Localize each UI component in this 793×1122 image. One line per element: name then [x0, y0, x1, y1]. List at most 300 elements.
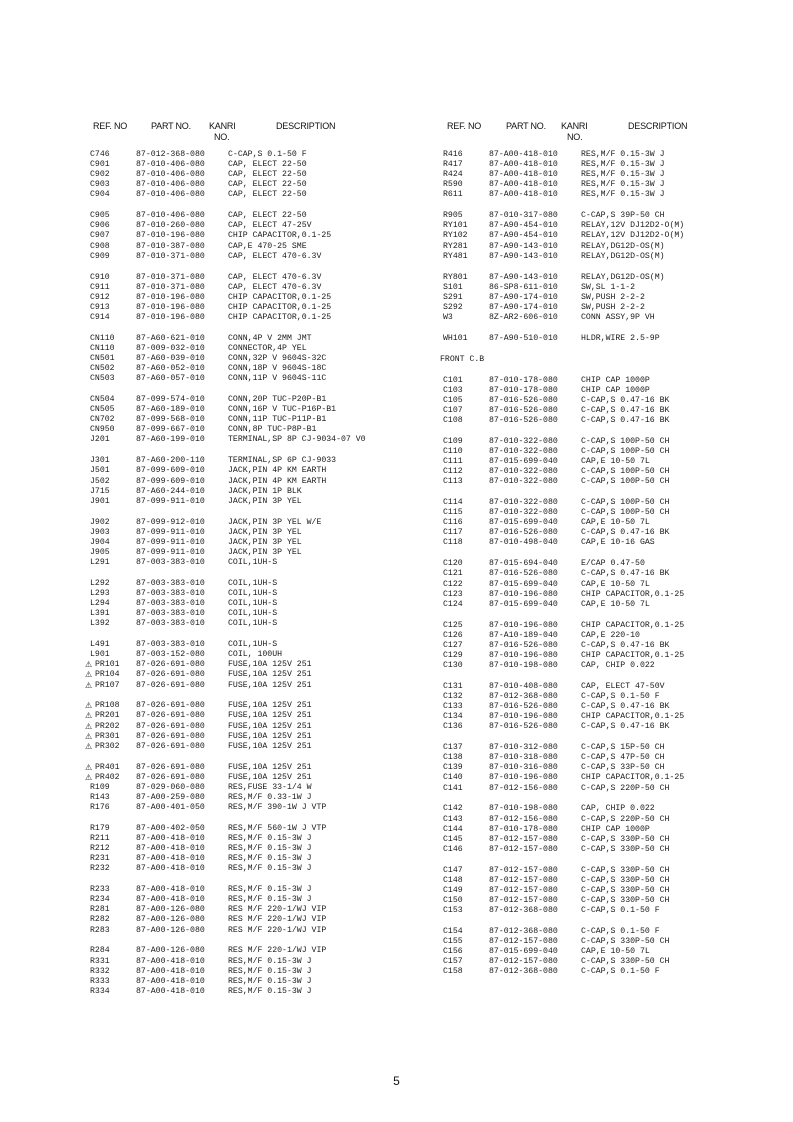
- description: RES,M/F 0.15-3W J: [228, 956, 312, 966]
- parts-group: [443, 927, 783, 977]
- description: RELAY,12V DJ12D2-O(M): [581, 231, 685, 241]
- description: C-CAP,S 0.47-16 BK: [581, 395, 670, 405]
- safety-warning-icon: ⚠: [85, 680, 93, 690]
- right-bottom-section: [443, 376, 783, 978]
- part-row: [90, 252, 430, 262]
- part-row: [90, 334, 430, 344]
- part-row: [90, 487, 430, 497]
- part-no: 87-010-322-080: [489, 436, 558, 446]
- part-no: 87-026-691-080: [136, 711, 205, 721]
- part-no: 87-A00-126-080: [136, 905, 205, 915]
- part-row: [90, 640, 430, 650]
- description: JACK,PIN 3P YEL: [228, 537, 302, 547]
- ref-no-text: C123: [443, 589, 463, 599]
- left-parts-column: [85, 150, 430, 1008]
- description: RELAY,DG12D-OS(M): [581, 272, 665, 282]
- kanri-no-header: NO.: [214, 132, 230, 142]
- part-row: [90, 854, 430, 864]
- part-row: [90, 211, 430, 221]
- part-row: [443, 190, 783, 200]
- part-row: [90, 283, 430, 293]
- ref-no: [85, 721, 136, 732]
- parts-group: [443, 621, 783, 671]
- ref-no-text: L391: [90, 609, 110, 619]
- part-no: 87-010-371-080: [136, 282, 205, 292]
- part-row: [443, 621, 783, 631]
- description: COIL,1UH-S: [228, 599, 278, 609]
- part-no: 87-010-406-080: [136, 180, 205, 190]
- ref-no: [443, 467, 489, 477]
- part-row: [85, 701, 430, 711]
- part-no: 87-010-406-080: [136, 170, 205, 180]
- part-row: [85, 731, 430, 742]
- description: C-CAP,S 39P-50 CH: [581, 211, 665, 221]
- part-no: 87-010-178-080: [489, 385, 558, 395]
- ref-no: [443, 386, 489, 396]
- description-header: DESCRIPTION: [628, 121, 688, 131]
- description: RES,M/F 390-1W J VTP: [228, 803, 327, 813]
- part-no: 87-A90-143-010: [489, 251, 558, 261]
- part-row: [443, 957, 783, 967]
- ref-no-text: L291: [90, 557, 110, 567]
- ref-no: [90, 374, 136, 384]
- parts-group: [443, 211, 783, 261]
- ref-no-text: R109: [90, 782, 110, 792]
- part-no: 87-A90-510-010: [489, 333, 558, 343]
- ref-no-text: R333: [90, 976, 110, 986]
- ref-no: [85, 660, 136, 670]
- part-row: [90, 242, 430, 252]
- part-no: 87-A00-418-010: [136, 986, 205, 996]
- ref-no-text: C912: [90, 292, 110, 302]
- part-row: [90, 967, 430, 977]
- ref-no: [443, 631, 489, 641]
- part-row: [443, 682, 783, 692]
- ref-no-text: C111: [443, 457, 463, 467]
- ref-no-text: C126: [443, 630, 463, 640]
- ref-no: [443, 722, 489, 732]
- part-no: 87-099-667-010: [136, 425, 205, 435]
- ref-no: [443, 242, 489, 252]
- part-no: 87-010-387-080: [136, 241, 205, 251]
- description: RES,M/F 0.15-3W J: [228, 844, 312, 854]
- part-no: 87-A60-244-010: [136, 486, 205, 496]
- ref-no-text: C153: [443, 906, 463, 916]
- ref-no: [443, 651, 489, 661]
- part-row: [90, 783, 430, 793]
- part-no: 87-026-691-080: [136, 660, 205, 670]
- ref-no-text: C910: [90, 272, 110, 282]
- part-row: [443, 580, 783, 590]
- ref-no: [90, 231, 136, 241]
- part-no: 87-A90-174-010: [489, 292, 558, 302]
- part-no: 87-015-699-040: [489, 947, 558, 957]
- ref-no-text: C115: [443, 508, 463, 518]
- description: RES,M/F 0.15-3W J: [228, 986, 312, 996]
- ref-no: [443, 396, 489, 406]
- part-row: [85, 741, 430, 752]
- part-no: 87-012-368-080: [489, 967, 558, 977]
- ref-no: [443, 937, 489, 947]
- ref-no: [85, 772, 136, 783]
- description: RELAY,12V DJ12D2-O(M): [581, 221, 685, 231]
- description: RES M/F 220-1/WJ VIP: [228, 925, 327, 935]
- part-row: [443, 170, 783, 180]
- description: CONN,8P TUC-P8P-B1: [228, 425, 317, 435]
- parts-group: [90, 456, 430, 506]
- description: RELAY,DG12D-OS(M): [581, 251, 665, 261]
- ref-no-text: C913: [90, 302, 110, 312]
- ref-no-text: CN110: [90, 343, 115, 353]
- part-no: 87-010-316-080: [489, 763, 558, 773]
- ref-no: [443, 692, 489, 702]
- description: CONN,20P TUC-P20P-B1: [228, 395, 327, 405]
- description: C-CAP,S 330P-50 CH: [581, 957, 670, 967]
- description: RES,M/F 0.15-3W J: [581, 170, 665, 180]
- part-row: [90, 957, 430, 967]
- ref-no-text: R416: [443, 150, 463, 159]
- description: SW,PUSH 2-2-2: [581, 302, 645, 312]
- ref-no-text: J903: [90, 527, 110, 537]
- part-no: 8Z-AR2-606-010: [489, 312, 558, 322]
- description: C-CAP,S 100P-50 CH: [581, 477, 670, 487]
- part-no: 87-A90-143-010: [489, 272, 558, 282]
- part-row: [443, 763, 783, 773]
- parts-group: [90, 946, 430, 996]
- ref-no: [443, 180, 489, 190]
- part-no: 87-010-198-080: [489, 661, 558, 671]
- part-row: [443, 876, 783, 886]
- part-no-header: PART NO.: [151, 121, 191, 131]
- part-no: 87-010-178-080: [489, 824, 558, 834]
- description: CAP, CHIP 0.022: [581, 804, 655, 814]
- part-no: 87-A00-418-010: [489, 170, 558, 180]
- parts-group: [90, 273, 430, 323]
- part-no: 87-010-322-080: [489, 477, 558, 487]
- parts-group: [85, 762, 430, 813]
- part-no: 87-003-383-010: [136, 609, 205, 619]
- ref-no: [90, 579, 136, 589]
- safety-warning-icon: ⚠: [85, 741, 93, 751]
- description: RES,M/F 0.33-1W J: [228, 792, 312, 802]
- part-no: 87-010-260-080: [136, 221, 205, 231]
- ref-no: [90, 221, 136, 231]
- ref-no-text: C905: [90, 211, 110, 221]
- part-row: [90, 548, 430, 558]
- ref-no: [90, 824, 136, 834]
- ref-no-text: C156: [443, 947, 463, 957]
- safety-warning-icon: ⚠: [85, 711, 93, 721]
- parts-group: [85, 640, 430, 690]
- ref-no: [90, 864, 136, 874]
- part-row: [90, 395, 430, 405]
- ref-no-text: R905: [443, 211, 463, 221]
- description: CHIP CAPACITOR,0.1-25: [581, 620, 685, 630]
- description: RES,M/F 0.15-3W J: [228, 834, 312, 844]
- ref-no: [90, 211, 136, 221]
- description: C-CAP,S 330P-50 CH: [581, 885, 670, 895]
- part-row: [90, 405, 430, 415]
- ref-no-text: C901: [90, 160, 110, 170]
- description: CHIP CAP 1000P: [581, 385, 650, 395]
- ref-no: [90, 395, 136, 405]
- part-row: [90, 425, 430, 435]
- part-no: 87-026-691-080: [136, 741, 205, 751]
- part-no: 87-010-196-080: [136, 231, 205, 241]
- part-no: 87-010-196-080: [489, 620, 558, 630]
- ref-no: [90, 273, 136, 283]
- safety-warning-icon: ⚠: [85, 772, 93, 782]
- ref-no-text: C154: [443, 926, 463, 936]
- ref-no: [443, 283, 489, 293]
- part-no: 87-010-322-080: [489, 467, 558, 477]
- ref-no: [443, 886, 489, 896]
- ref-no-text: RY801: [443, 272, 468, 282]
- description: CHIP CAPACITOR,0.1-25: [228, 231, 332, 241]
- right-parts-column: [440, 150, 783, 988]
- description: RES,M/F 0.15-3W J: [228, 885, 312, 895]
- part-row: [443, 722, 783, 732]
- parts-group: [85, 701, 430, 751]
- description: CAP, ELECT 470-6.3V: [228, 282, 322, 292]
- part-row: [90, 466, 430, 476]
- part-no: 87-A90-143-010: [489, 241, 558, 251]
- ref-no: [443, 866, 489, 876]
- description: RES,FUSE 33-1/4 W: [228, 782, 312, 792]
- description: C-CAP,S 330P-50 CH: [581, 844, 670, 854]
- part-row: [443, 518, 783, 528]
- ref-no: [90, 885, 136, 895]
- description: COIL,1UH-S: [228, 578, 278, 588]
- description: C-CAP,S 220P-50 CH: [581, 783, 670, 793]
- part-row: [90, 497, 430, 507]
- parts-group: [443, 743, 783, 793]
- part-row: [443, 927, 783, 937]
- part-row: [90, 915, 430, 925]
- description: JACK,PIN 3P YEL: [228, 527, 302, 537]
- description: C-CAP,S 330P-50 CH: [581, 834, 670, 844]
- description: CAP,E 10-50 7L: [581, 579, 650, 589]
- ref-no: [443, 190, 489, 200]
- ref-no-text: C902: [90, 170, 110, 180]
- part-no: 87-012-368-080: [489, 926, 558, 936]
- ref-no: [443, 876, 489, 886]
- part-row: [85, 772, 430, 783]
- part-no: 87-010-408-080: [489, 681, 558, 691]
- part-no: 87-003-152-080: [136, 650, 205, 660]
- part-no: 87-099-911-010: [136, 537, 205, 547]
- parts-group: [90, 395, 430, 445]
- ref-no: [443, 957, 489, 967]
- part-row: [90, 354, 430, 364]
- ref-no-text: PR401: [95, 762, 120, 772]
- ref-no: [443, 508, 489, 518]
- part-no: 87-A00-418-010: [136, 885, 205, 895]
- description: CONN,18P V 9604S-18C: [228, 364, 327, 374]
- ref-no-text: R281: [90, 905, 110, 915]
- ref-no: [90, 487, 136, 497]
- ref-no-text: R424: [443, 170, 463, 180]
- ref-no: [443, 967, 489, 977]
- part-row: [85, 680, 430, 691]
- description: JACK,PIN 1P BLK: [228, 486, 302, 496]
- ref-no: [85, 711, 136, 721]
- ref-no: [90, 834, 136, 844]
- part-no: 87-003-383-010: [136, 557, 205, 567]
- part-row: [90, 926, 430, 936]
- ref-no-text: R284: [90, 946, 110, 956]
- ref-no-text: C746: [90, 150, 110, 159]
- part-no: 87-A00-126-080: [136, 946, 205, 956]
- part-row: [443, 631, 783, 641]
- description: CAP,E 10-50 7L: [581, 947, 650, 957]
- description: C-CAP,S 0.47-16 BK: [581, 405, 670, 415]
- ref-no-text: R334: [90, 986, 110, 996]
- ref-no: [443, 600, 489, 610]
- ref-no: [443, 416, 489, 426]
- description: COIL,1UH-S: [228, 619, 278, 629]
- ref-no: [443, 211, 489, 221]
- description: CAP, ELECT 47-50V: [581, 681, 665, 691]
- parts-group: [443, 866, 783, 916]
- ref-no: [90, 170, 136, 180]
- ref-no-text: J904: [90, 537, 110, 547]
- description: FUSE,10A 125V 251: [228, 711, 312, 721]
- part-row: [443, 835, 783, 845]
- description: C-CAP,S 100P-50 CH: [581, 467, 670, 477]
- ref-no: [443, 804, 489, 814]
- part-row: [443, 386, 783, 396]
- ref-no: [443, 621, 489, 631]
- part-no: 87-015-694-040: [489, 559, 558, 569]
- description: FUSE,10A 125V 251: [228, 670, 312, 680]
- part-row: [443, 743, 783, 753]
- safety-warning-icon: ⚠: [85, 660, 93, 670]
- description: CONN,16P V TUC-P16P-B1: [228, 405, 337, 415]
- description: RES,M/F 560-1W J VTP: [228, 823, 327, 833]
- part-no: 87-A00-259-080: [136, 792, 205, 802]
- ref-no-text: L294: [90, 599, 110, 609]
- ref-no-text: PR107: [95, 680, 120, 690]
- ref-no: [443, 825, 489, 835]
- ref-no: [90, 803, 136, 813]
- description: C-CAP,S 0.1-50 F: [228, 150, 307, 159]
- ref-no: [90, 293, 136, 303]
- part-row: [90, 518, 430, 528]
- part-no: 87-A00-418-010: [136, 966, 205, 976]
- part-row: [90, 579, 430, 589]
- safety-warning-icon: ⚠: [85, 670, 93, 680]
- part-row: [443, 416, 783, 426]
- ref-no: [90, 334, 136, 344]
- part-no: 87-010-318-080: [489, 753, 558, 763]
- part-no: 87-010-406-080: [136, 190, 205, 200]
- description: RES M/F 220-1/WJ VIP: [228, 946, 327, 956]
- part-no: 87-016-526-080: [489, 640, 558, 650]
- ref-no: [90, 313, 136, 323]
- description: C-CAP,S 100P-50 CH: [581, 446, 670, 456]
- part-no: 87-010-371-080: [136, 251, 205, 261]
- ref-no-text: C121: [443, 569, 463, 579]
- ref-no-text: RY102: [443, 231, 468, 241]
- part-row: [90, 589, 430, 599]
- ref-no-text: S101: [443, 282, 463, 292]
- description: CAP, ELECT 470-6.3V: [228, 272, 322, 282]
- ref-no-text: C137: [443, 743, 463, 753]
- part-no: 87-099-911-010: [136, 496, 205, 506]
- ref-no: [443, 150, 489, 160]
- right-top-section: [443, 150, 783, 344]
- part-no: 87-099-911-010: [136, 527, 205, 537]
- ref-no-text: PR104: [95, 670, 120, 680]
- ref-no-text: RY481: [443, 251, 468, 261]
- ref-no-text: C149: [443, 885, 463, 895]
- part-row: [90, 150, 430, 160]
- ref-no-text: C127: [443, 640, 463, 650]
- part-row: [443, 692, 783, 702]
- ref-no-text: C118: [443, 538, 463, 548]
- ref-no: [443, 712, 489, 722]
- ref-no: [90, 252, 136, 262]
- part-row: [443, 396, 783, 406]
- part-row: [443, 406, 783, 416]
- ref-no-text: C114: [443, 498, 463, 508]
- description: CHIP CAPACITOR,0.1-25: [228, 312, 332, 322]
- part-row: [443, 376, 783, 386]
- ref-no: [90, 609, 136, 619]
- parts-group: [90, 824, 430, 874]
- ref-no-text: PR108: [95, 701, 120, 711]
- safety-warning-icon: ⚠: [85, 731, 93, 741]
- ref-no-text: C138: [443, 753, 463, 763]
- part-row: [90, 844, 430, 854]
- part-no: 87-010-196-080: [489, 712, 558, 722]
- part-row: [90, 415, 430, 425]
- ref-no-text: CN950: [90, 425, 115, 435]
- ref-no: [443, 641, 489, 651]
- part-no-header: PART NO.: [506, 121, 546, 131]
- part-no: 87-016-526-080: [489, 528, 558, 538]
- part-row: [443, 947, 783, 957]
- description: C-CAP,S 330P-50 CH: [581, 937, 670, 947]
- description: JACK,PIN 4P KM EARTH: [228, 466, 327, 476]
- description: RES,M/F 0.15-3W J: [228, 976, 312, 986]
- part-no: 87-026-691-080: [136, 680, 205, 690]
- ref-no-text: W3: [443, 312, 453, 322]
- description: CAP,E 10-50 7L: [581, 518, 650, 528]
- ref-no-text: PR202: [95, 721, 120, 731]
- part-no: 87-A60-189-010: [136, 405, 205, 415]
- ref-no: [443, 927, 489, 937]
- ref-no-text: C113: [443, 477, 463, 487]
- description: CHIP CAP 1000P: [581, 375, 650, 385]
- description: C-CAP,S 330P-50 CH: [581, 865, 670, 875]
- ref-no: [443, 252, 489, 262]
- ref-no: [90, 435, 136, 445]
- ref-no-text: R417: [443, 160, 463, 170]
- ref-no: [90, 466, 136, 476]
- ref-no: [85, 762, 136, 773]
- description: C-CAP,S 0.1-50 F: [581, 906, 660, 916]
- part-no: 87-015-699-040: [489, 579, 558, 589]
- part-no: 87-099-911-010: [136, 547, 205, 557]
- safety-warning-icon: ⚠: [85, 721, 93, 731]
- part-row: [443, 651, 783, 661]
- part-row: [90, 793, 430, 803]
- description: CONN,4P V 2MM JMT: [228, 333, 312, 343]
- ref-no: [443, 590, 489, 600]
- part-row: [90, 803, 430, 813]
